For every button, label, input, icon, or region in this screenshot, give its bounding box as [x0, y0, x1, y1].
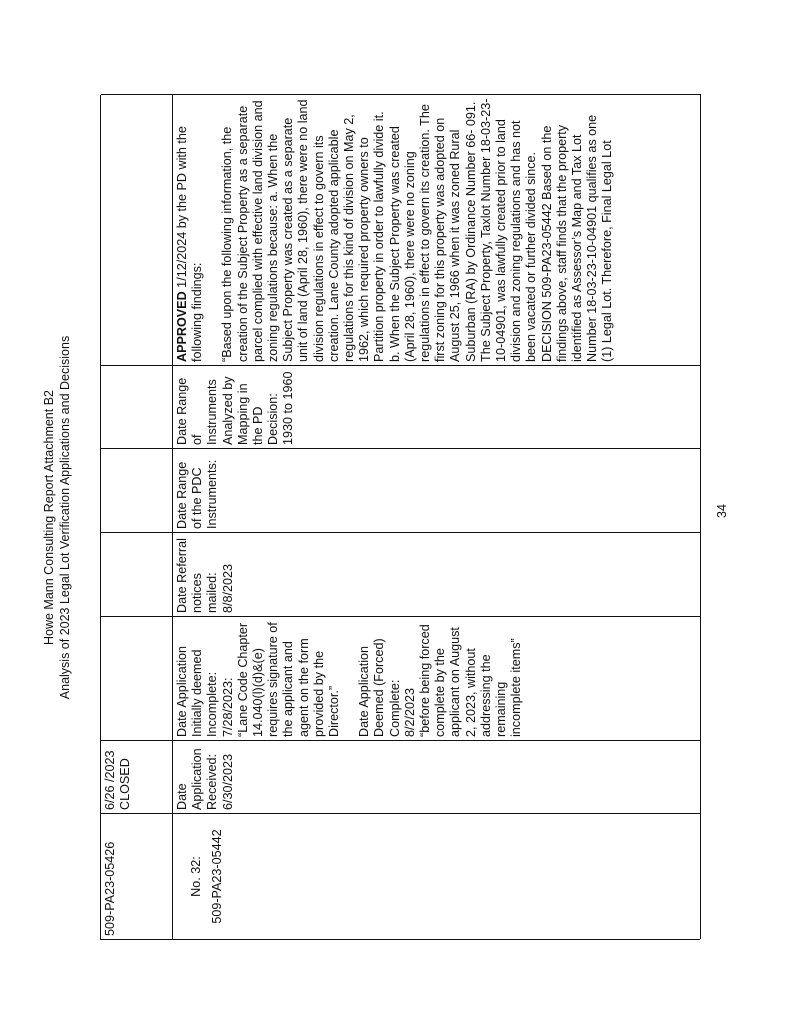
row2-referral-label: Date Referral notices mailed:: [175, 538, 220, 613]
report-title: Howe Mann Consulting Report Attachment B2: [42, 390, 56, 645]
row2-number-cell: [173, 813, 701, 939]
row2-received-cell: [173, 740, 701, 813]
row1-status-date: 6/26 /2023: [103, 750, 117, 810]
row1-file-number: [101, 813, 173, 939]
decision-date-text: 1/12/2024 by the PD with the following findings:: [175, 126, 205, 362]
report-subtitle: Analysis of 2023 Legal Lot Verification Applications and Decisions: [58, 335, 72, 700]
row2-file-no: 509-PA23-05442: [210, 829, 225, 924]
decisions-table: [100, 95, 700, 940]
row1-empty-2: [101, 532, 173, 616]
row2-incomplete-label: Date Application Initially deemed Incomplete:: [175, 645, 220, 737]
row2-pdc-range: Date Range of the PDC Instruments:: [175, 459, 220, 529]
row1-file-no: 509-PA23-05426: [103, 841, 117, 936]
row1-status-label: CLOSED: [118, 758, 133, 810]
row2-received-label: Date Application Received:: [175, 748, 220, 810]
row2-decision-status: [175, 126, 204, 362]
row2-referral-date: 8/8/2023: [220, 563, 235, 613]
row2-forced-date: 8/2/2023: [402, 687, 417, 737]
row2-forced-label: Date Application Deemed (Forced) Complete:: [357, 638, 402, 737]
row2-incomplete-date: 7/28/2023:: [220, 677, 235, 737]
row2-mapping-cell: [173, 365, 701, 448]
row2-number: No. 32:: [189, 856, 203, 897]
row1-empty-4: [101, 365, 173, 448]
row2-incomplete-cell: [173, 616, 701, 740]
row2-mapping-range: Date Range of Instruments Analyzed by Mapping in the PD Decision: 1930 to 1960: [175, 371, 296, 445]
row2-forced-quote: “before being forced complete by the applicant on August 2, 2023, without addressing the remaining incomplete items”: [418, 624, 524, 737]
decision-approved: APPROVED: [175, 291, 189, 362]
row2-received-date: 6/30/2023: [220, 753, 235, 810]
row2-referral-cell: [173, 532, 701, 616]
row1-empty-5: [101, 94, 173, 365]
row2-decision-cell: [173, 94, 701, 365]
row1-status: [101, 740, 173, 813]
row2-decision-quote: “Based upon the following information, the creation of the Subject Property as a separate parcel complied with effective land division and zoning regulations because: a. When the Subject Property was created as a separate unit of land (April 28, 1960), there were no land division regulations in effect to govern its creation. Lane County adopted applicable regulations for this kind of division on May 2, 1962, which required property owners to Partition property in order to lawfully divide it. b. When the Subject Property was created (April 28, 1960), there were no zoning regulations in effect to govern its creation. The first zoning for this property was adopted on August 25, 1966 when it was zoned Rural Suburban (RA) by Ordinance Number 66- 091. The Subject Property, Taxlot Number 18-03-23-10-04901, was lawfully created prior to land division and zoning regulations and has not been vacated or further divided since. DECISION 509-PA23-05442 Based on the findings above, staff finds that the property identified as Assessor’s Map and Tax Lot Number 18-03-23-10-04901 qualifies as one (1) Legal Lot. Therefore, Final Legal Lot: [220, 98, 615, 362]
row1-empty-1: [101, 616, 173, 740]
row2-incomplete-quote: “Lane Code Chapter 14.040(l)(d)&(e) requires signature of the applicant and agent on the form provided by the Director.”: [235, 622, 342, 737]
row2-pdc-cell: [173, 448, 701, 532]
rotated-page: [42, 95, 700, 940]
page-number: 34: [715, 504, 729, 518]
row1-empty-3: [101, 448, 173, 532]
